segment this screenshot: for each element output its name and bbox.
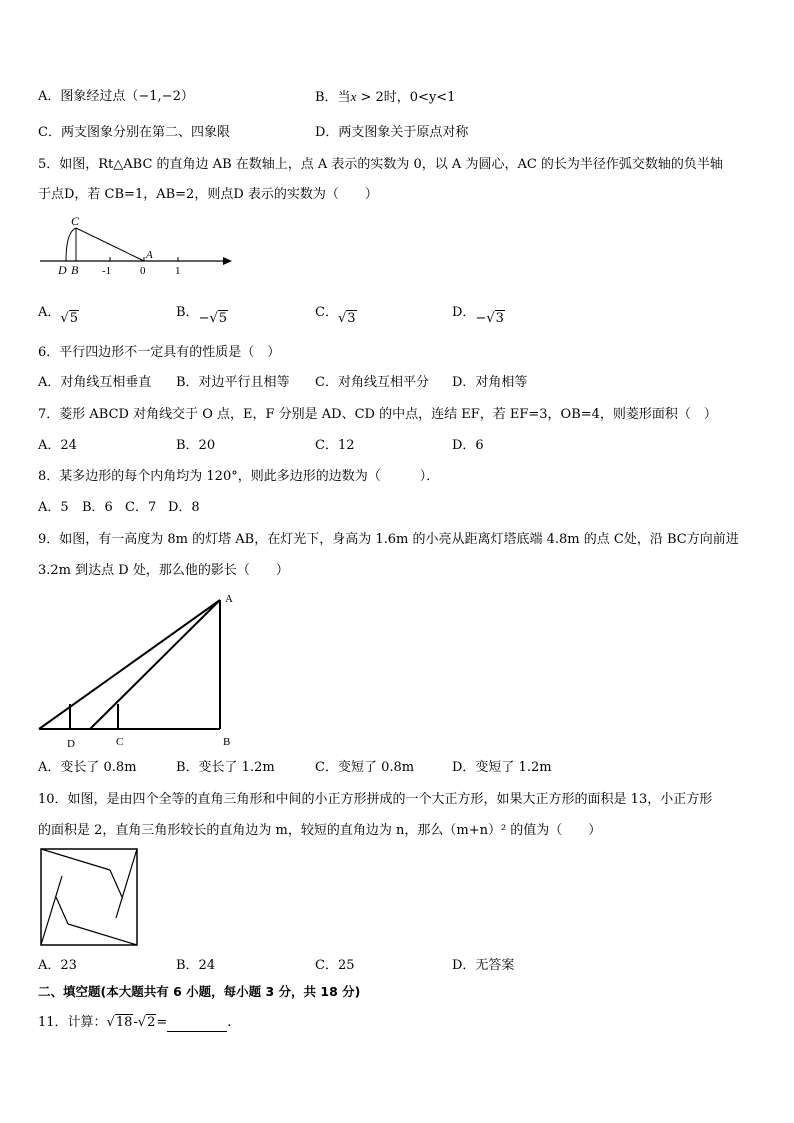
q6-option-c: C．对角线互相平分 [315, 375, 429, 390]
q7-option-d: D．6 [452, 438, 484, 453]
q11-stem: 11．计算：√18-√2= . [38, 1015, 232, 1030]
q10-stem-line2: 的面积是 2，直角三角形较长的直角边为 m，较短的直角边为 n，那么（m+n）² 的值为（ ） [38, 823, 602, 838]
q4-option-d: D．两支图象关于原点对称 [315, 125, 469, 140]
q8-option-b: B．6 [82, 500, 113, 515]
label-a: A [225, 593, 233, 605]
q7-option-c: C．12 [315, 438, 355, 453]
q8-option-c: C．7 [125, 500, 157, 515]
label-d: D [67, 738, 75, 750]
q6-option-b: B．对边平行且相等 [176, 375, 290, 390]
tick-label-0: 0 [140, 265, 146, 277]
q7-option-a: A．24 [38, 438, 77, 453]
q8-stem: 8．某多边形的每个内角均为 120°，则此多边形的边数为（ ）． [38, 469, 440, 484]
q9-option-c: C．变短了 0.8m [315, 760, 415, 775]
q9-lighthouse-figure [36, 588, 246, 750]
q6-stem: 6．平行四边形不一定具有的性质是（ ） [38, 345, 281, 360]
point-label-c: C [71, 214, 80, 228]
q5-option-d: D．−√3 [452, 305, 504, 326]
q9-stem-line1: 9．如图，有一高度为 8m 的灯塔 AB，在灯光下，身高为 1.6m 的小亮从距离灯塔底端 4.8m 的点 C处，沿 BC方向前进 [38, 532, 739, 547]
q10-option-b: B．24 [176, 958, 216, 973]
section-heading-fill-in: 二、填空题(本大题共有 6 小题，每小题 3 分，共 18 分) [38, 984, 361, 999]
tick-label-1: 1 [175, 265, 181, 277]
point-label-d: D [58, 263, 67, 277]
q8-option-a: A．5 [38, 500, 69, 515]
q5-stem-line1: 5．如图，Rt△ABC 的直角边 AB 在数轴上，点 A 表示的实数为 0，以 A 为圆心，AC 的长为半径作弧交数轴的负半轴 [38, 157, 723, 172]
point-label-a: A [146, 249, 153, 261]
q4-option-c: C．两支图象分别在第二、四象限 [38, 125, 230, 140]
q10-option-c: C．25 [315, 958, 355, 973]
q9-option-b: B．变长了 1.2m [176, 760, 275, 775]
label-b: B [223, 736, 231, 748]
q5-number-line-figure [36, 212, 236, 278]
q4-option-b: B．当x > 2时，0<y<1 [315, 89, 456, 105]
q8-option-d: D．8 [168, 500, 200, 515]
q10-square-figure [38, 846, 142, 950]
label-c: C [116, 736, 124, 748]
q5-option-a: A．√5 [38, 305, 78, 326]
q5-option-c: C．√3 [315, 305, 356, 326]
q6-option-d: D．对角相等 [452, 375, 528, 390]
q4-option-a: A．图象经过点（−1,−2） [38, 89, 194, 104]
q7-option-b: B．20 [176, 438, 216, 453]
q5-option-b: B．−√5 [176, 305, 228, 326]
q5-stem-line2: 于点D，若 CB=1，AB=2，则点D 表示的实数为（ ） [38, 187, 378, 202]
q10-stem-line1: 10．如图，是由四个全等的直角三角形和中间的小正方形拼成的一个大正方形，如果大正方形的面积是 13，小正方形 [38, 792, 713, 807]
q9-option-d: D．变短了 1.2m [452, 760, 552, 775]
point-label-b: B [71, 263, 79, 277]
tick-label-neg1: -1 [102, 265, 112, 277]
q6-option-a: A．对角线互相垂直 [38, 375, 152, 390]
q10-option-a: A．23 [38, 958, 77, 973]
q9-option-a: A．变长了 0.8m [38, 760, 137, 775]
q11-answer-blank[interactable] [167, 1017, 227, 1032]
q10-option-d: D．无答案 [452, 958, 515, 973]
q7-stem: 7．菱形 ABCD 对角线交于 O 点，E，F 分别是 AD、CD 的中点，连结 EF，若 EF=3，OB=4，则菱形面积（ ） [38, 407, 717, 422]
q9-stem-line2: 3.2m 到达点 D 处，那么他的影长（ ） [38, 563, 289, 578]
